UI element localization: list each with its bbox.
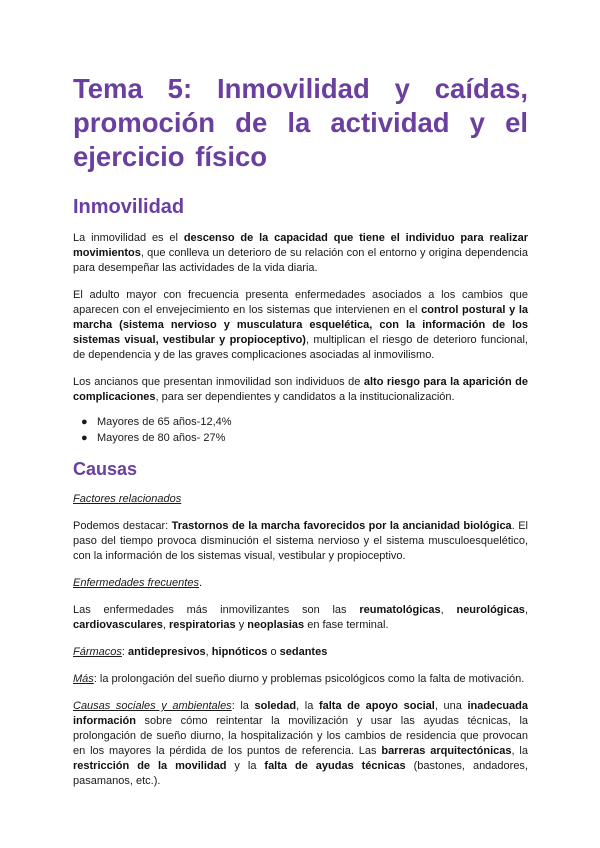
- paragraph-ancianos: Los ancianos que presentan inmovilidad son individuos de alto riesgo para la aparición de complicaciones, para ser dependientes y candidatos a la institucionalización.: [73, 376, 529, 403]
- bullet-icon: ●: [81, 416, 88, 428]
- paragraph-enfermedades: Las enfermedades más inmovilizantes son las reumatológicas, neurológicas, cardiovasculares, respiratorias y neoplasias en fase terminal.: [73, 604, 528, 631]
- paragraph-mas: Más: la prolongación del sueño diurno y problemas psicológicos como la falta de motivación.: [73, 673, 525, 685]
- paragraph-adulto-mayor: El adulto mayor con frecuencia presenta enfermedades asociados a los cambios que aparecen con el envejecimiento en los sistemas que intervienen en el control postural y la marcha (sistema nervioso y musculatura esquelética, con la información de los sistemas visual, vestibular y propioceptivo), multiplican el riesgo de deterioro funcional, de dependencia y de las graves complicaciones asociadas al inmovilismo.: [73, 289, 528, 361]
- bullet-list: [73, 414, 528, 446]
- page-title: Tema 5: Inmovilidad y caídas, promoción de la actividad y el ejercicio físico: [73, 73, 528, 172]
- section-heading-causas: Causas: [73, 459, 138, 479]
- paragraph-factores: Podemos destacar: Trastornos de la marcha favorecidos por la ancianidad biológica. El paso del tiempo provoca disminución el sistema nervioso y el sistema musculoesquelético, con la información de los sistemas visual, vestibular y propioceptivo.: [73, 520, 528, 562]
- paragraph-farmacos: Fármacos: antidepresivos, hipnóticos o sedantes: [73, 646, 328, 658]
- list-item: ● Mayores de 80 años- 27%: [81, 432, 226, 444]
- bullet-icon: ●: [81, 432, 88, 444]
- label-factores: Factores relacionados: [73, 493, 182, 505]
- paragraph-sociales: Causas sociales y ambientales: la soledad, la falta de apoyo social, una inadecuada información sobre cómo reintentar la movilización y usar las ayudas técnicas, la prolongación de sueño diurno, la hospitalización y los cambios de residencia que provocan en los mayores la pérdida de los puntos de referencia. Las barreras arquitectónicas, la restricción de la movilidad y la falta de ayudas técnicas (bastones, andadores, pasamanos, etc.).: [73, 700, 528, 787]
- section-heading-inmovilidad: Inmovilidad: [73, 196, 185, 218]
- label-enfermedades: Enfermedades frecuentes.: [73, 577, 203, 589]
- list-item: ● Mayores de 65 años-12,4%: [81, 416, 232, 428]
- paragraph-definition: La inmovilidad es el descenso de la capacidad que tiene el individuo para realizar movimientos, que conlleva un deterioro de su relación con el entorno y origina dependencia para desempeñar las actividades de la vida diaria.: [73, 232, 528, 274]
